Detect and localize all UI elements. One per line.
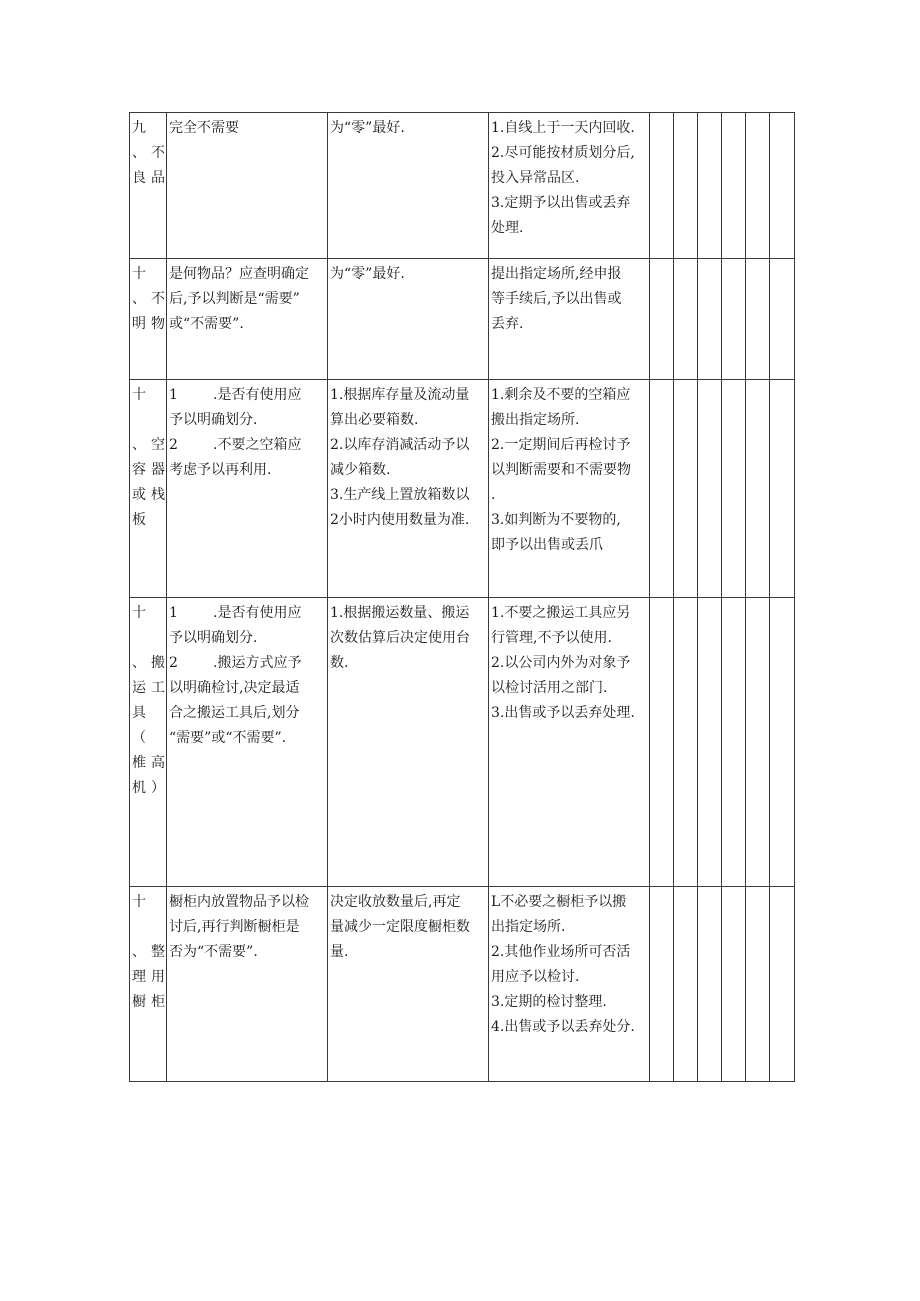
check-cell <box>722 380 746 598</box>
handling-method-cell <box>489 887 650 1082</box>
handling-method-line: 即予以出售或丢爪 <box>491 537 603 553</box>
judgement-criteria-line <box>169 601 326 626</box>
handling-method-line: 搬出指定场所. <box>491 412 580 428</box>
quantity-standard-cell <box>328 887 489 1082</box>
quantity-standard-line: 为“零”最好. <box>330 120 405 136</box>
check-cell <box>650 259 674 380</box>
quantity-standard-line: 量减少一定限度橱柜数 <box>330 919 470 935</box>
handling-method-line: 等手续后,予以出售或 <box>491 291 622 307</box>
quantity-standard-line: 为“零”最好. <box>330 266 405 282</box>
judgement-criteria-line: 橱柜内放置物品予以检 <box>169 894 309 910</box>
item-category-line: 或栈 <box>132 487 165 503</box>
quantity-standard-cell <box>328 113 489 259</box>
item-category-line: 十 <box>132 387 146 403</box>
judgement-criteria-line: 是何物品？应查明确定 <box>169 266 309 282</box>
judgement-criteria-item-text: .不要之空箱应 <box>213 437 302 453</box>
check-cell <box>746 598 770 887</box>
item-category-line <box>132 915 165 940</box>
quantity-standard-cell <box>328 598 489 887</box>
table-row <box>130 259 795 380</box>
handling-method-line: 以检讨活用之部门. <box>491 680 608 696</box>
judgement-criteria-line: 讨后,再行判断橱柜是 <box>169 919 300 935</box>
handling-method-line: 3.定期的检讨整理. <box>491 994 607 1010</box>
check-cell <box>770 380 795 598</box>
item-category-cell <box>130 259 167 380</box>
check-cell <box>698 598 722 887</box>
handling-method-line: 4.出售或予以丢弃处分. <box>491 1019 635 1035</box>
judgement-criteria-item-number: 2 <box>169 437 178 453</box>
judgement-criteria-item-number: 1 <box>169 387 178 403</box>
judgement-criteria-line: 否为“不需要”. <box>169 944 258 960</box>
item-category-line: 运工 <box>132 680 165 696</box>
quantity-standard-line: 1.根据库存量及流动量 <box>330 387 470 403</box>
check-cell <box>770 887 795 1082</box>
check-cell <box>698 380 722 598</box>
item-category-line: 、不 <box>132 145 165 161</box>
handling-method-line: 提出指定场所,经申报 <box>491 266 622 282</box>
check-cell <box>770 259 795 380</box>
check-cell <box>770 598 795 887</box>
check-cell <box>770 113 795 259</box>
item-category-line: 、不 <box>132 291 165 307</box>
handling-method-line: 1.自线上于一天内回收. <box>491 120 635 136</box>
judgement-criteria-cell <box>167 113 328 259</box>
handling-method-line: 行管理,不予以使用. <box>491 630 612 646</box>
judgement-criteria-cell <box>167 380 328 598</box>
item-category-line: 容器 <box>132 462 165 478</box>
judgement-criteria-line: “需要”或“不需要”. <box>169 730 287 746</box>
item-category-line: 十 <box>132 266 146 282</box>
item-category-line: 橱柜 <box>132 994 165 1010</box>
table-body <box>130 113 795 1082</box>
handling-method-line: 3.出售或予以丢弃处理. <box>491 705 635 721</box>
handling-method-cell <box>489 259 650 380</box>
judgement-criteria-line <box>169 651 326 676</box>
handling-method-line: 处理. <box>491 220 524 236</box>
item-category-line: 十 <box>132 605 146 621</box>
handling-method-line: . <box>491 487 496 503</box>
item-category-line: 机） <box>132 780 165 796</box>
quantity-standard-line: 2小时内使用数量为准. <box>330 512 470 528</box>
check-cell <box>746 113 770 259</box>
handling-method-line: 投入异常品区. <box>491 170 580 186</box>
item-category-line <box>132 626 165 651</box>
check-cell <box>722 887 746 1082</box>
quantity-standard-line: 1.根据搬运数量、搬运 <box>330 605 470 621</box>
judgement-criteria-line: 后,予以判断是“需要” <box>169 291 300 307</box>
table-row <box>130 113 795 259</box>
handling-method-line: 1.不要之搬运工具应另 <box>491 605 631 621</box>
handling-method-line: 用应予以检讨. <box>491 969 580 985</box>
handling-method-line: 出指定场所. <box>491 919 566 935</box>
check-cell <box>674 598 698 887</box>
judgement-criteria-cell <box>167 887 328 1082</box>
check-cell <box>746 259 770 380</box>
check-cell <box>722 598 746 887</box>
judgement-criteria-line: 合之搬运工具后,划分 <box>169 705 300 721</box>
check-cell <box>674 259 698 380</box>
judgement-criteria-item-text: .是否有使用应 <box>213 605 302 621</box>
quantity-standard-line: 次数估算后决定使用台 <box>330 630 470 646</box>
item-category-line: 、空 <box>132 437 165 453</box>
inventory-sorting-table <box>129 112 795 1082</box>
check-cell <box>674 380 698 598</box>
handling-method-line: 丢弃. <box>491 316 524 332</box>
item-category-line: 良品 <box>132 170 165 186</box>
check-cell <box>650 598 674 887</box>
check-cell <box>650 380 674 598</box>
quantity-standard-line: 2.以库存消减活动予以 <box>330 437 470 453</box>
judgement-criteria-line: 以明确检讨,决定最适 <box>169 680 300 696</box>
check-cell <box>698 113 722 259</box>
quantity-standard-cell <box>328 259 489 380</box>
handling-method-line: L不必要之橱柜予以搬 <box>491 894 627 910</box>
quantity-standard-line: 数. <box>330 655 349 671</box>
handling-method-line: 2.以公司内外为对象予 <box>491 655 631 671</box>
check-cell <box>650 887 674 1082</box>
judgement-criteria-item-text: .是否有使用应 <box>213 387 302 403</box>
check-cell <box>698 887 722 1082</box>
item-category-line: 板 <box>132 512 146 528</box>
item-category-line: 、整 <box>132 944 165 960</box>
quantity-standard-cell <box>328 380 489 598</box>
check-cell <box>722 259 746 380</box>
judgement-criteria-line: 予以明确划分. <box>169 630 258 646</box>
quantity-standard-line: 决定收放数量后,再定 <box>330 894 461 910</box>
judgement-criteria-line: 完全不需要 <box>169 120 239 136</box>
quantity-standard-line: 算出必要箱数. <box>330 412 419 428</box>
handling-method-line: 2.其他作业场所可否活 <box>491 944 631 960</box>
judgement-criteria-cell <box>167 598 328 887</box>
item-category-line: 、搬 <box>132 655 165 671</box>
handling-method-line: 2.尽可能按材质划分后, <box>491 145 635 161</box>
check-cell <box>674 113 698 259</box>
table-row <box>130 380 795 598</box>
check-cell <box>698 259 722 380</box>
item-category-line: 十 <box>132 894 146 910</box>
quantity-standard-line: 3.生产线上置放箱数以 <box>330 487 470 503</box>
handling-method-line: 以判断需要和不需要物 <box>491 462 631 478</box>
check-cell <box>674 887 698 1082</box>
check-cell <box>722 113 746 259</box>
check-cell <box>746 887 770 1082</box>
item-category-line: 明物 <box>132 316 165 332</box>
handling-method-line: 1.剩余及不要的空箱应 <box>491 387 631 403</box>
item-category-line: （ <box>132 730 146 746</box>
handling-method-cell <box>489 598 650 887</box>
item-category-line: 理用 <box>132 969 165 985</box>
judgement-criteria-item-text: .搬运方式应予 <box>213 655 302 671</box>
judgement-criteria-line <box>169 383 326 408</box>
handling-method-cell <box>489 113 650 259</box>
judgement-criteria-line: 予以明确划分. <box>169 412 258 428</box>
table-row <box>130 887 795 1082</box>
quantity-standard-line: 量. <box>330 944 349 960</box>
table-row <box>130 598 795 887</box>
item-category-cell <box>130 887 167 1082</box>
check-cell <box>746 380 770 598</box>
check-cell <box>650 113 674 259</box>
judgement-criteria-line <box>169 433 326 458</box>
judgement-criteria-item-number: 1 <box>169 605 178 621</box>
handling-method-line: 2.一定期间后再检讨予 <box>491 437 631 453</box>
item-category-line <box>132 408 165 433</box>
judgement-criteria-item-number: 2 <box>169 655 178 671</box>
item-category-cell <box>130 113 167 259</box>
item-category-line: 具 <box>132 705 146 721</box>
item-category-line: 九 <box>132 120 146 136</box>
item-category-line: 椎高 <box>132 755 165 771</box>
judgement-criteria-cell <box>167 259 328 380</box>
handling-method-line: 3.如判断为不要物的, <box>491 512 621 528</box>
judgement-criteria-line: 或“不需要”. <box>169 316 244 332</box>
item-category-cell <box>130 380 167 598</box>
judgement-criteria-line: 考虑予以再利用. <box>169 462 272 478</box>
handling-method-cell <box>489 380 650 598</box>
quantity-standard-line: 减少箱数. <box>330 462 391 478</box>
item-category-cell <box>130 598 167 887</box>
handling-method-line: 3.定期予以出售或丢弃 <box>491 195 631 211</box>
